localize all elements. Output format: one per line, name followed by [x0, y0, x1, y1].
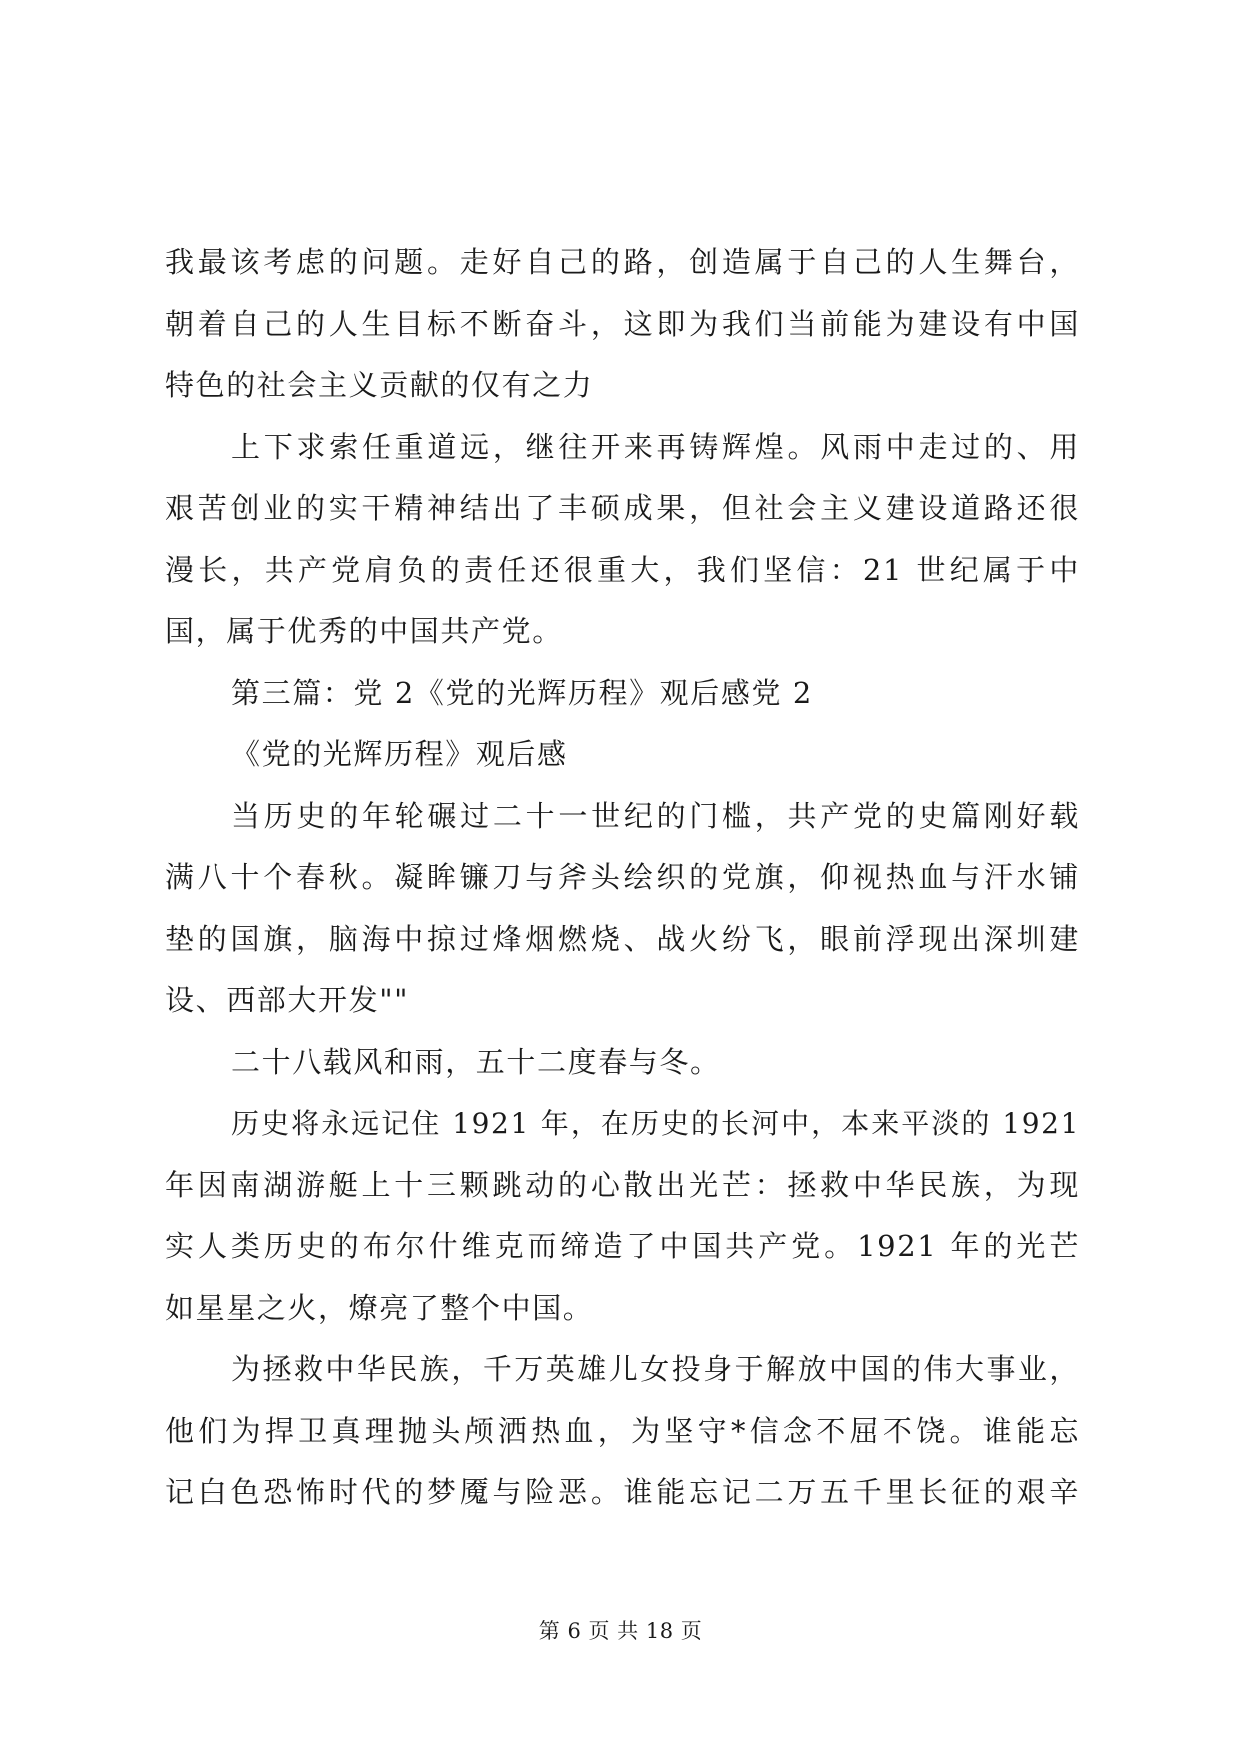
text-line: 他们为捍卫真理抛头颅洒热血，为坚守*信念不屈不饶。谁能忘 [165, 1413, 1080, 1448]
text-line: 如星星之火，燎亮了整个中国。 [165, 1290, 594, 1325]
page-footer: 第 6 页 共 18 页 [538, 1619, 703, 1643]
text-line: 第三篇：党 2《党的光辉历程》观后感党 2 [231, 675, 813, 710]
document-body [165, 232, 1080, 1524]
text-line: 《党的光辉历程》观后感 [231, 737, 568, 771]
text-line: 为拯救中华民族，千万英雄儿女投身于解放中国的伟大事业， [231, 1352, 1080, 1386]
text-line: 历史将永远记住 1921 年，在历史的长河中，本来平淡的 1921 [231, 1107, 1080, 1140]
text-line: 设、西部大开发"" [165, 983, 410, 1017]
text-line: 特色的社会主义贡献的仅有之力 [165, 368, 594, 402]
text-line: 当历史的年轮碾过二十一世纪的门槛，共产党的史篇刚好载 [231, 798, 1080, 833]
text-line: 记白色恐怖时代的梦魇与险恶。谁能忘记二万五千里长征的艰辛 [165, 1475, 1080, 1509]
text-line: 艰苦创业的实干精神结出了丰硕成果，但社会主义建设道路还很 [165, 491, 1080, 525]
text-line: 上下求索任重道远，继往开来再铸辉煌。风雨中走过的、用 [231, 429, 1080, 464]
text-line: 我最该考虑的问题。走好自己的路，创造属于自己的人生舞台， [165, 245, 1080, 279]
text-line: 漫长，共产党肩负的责任还很重大，我们坚信：21 世纪属于中 [165, 552, 1080, 587]
text-line: 国，属于优秀的中国共产党。 [165, 614, 563, 648]
text-line: 二十八载风和雨，五十二度春与冬。 [231, 1044, 721, 1079]
text-line: 满八十个春秋。凝眸镰刀与斧头绘织的党旗，仰视热血与汗水铺 [165, 860, 1080, 894]
text-line: 朝着自己的人生目标不断奋斗，这即为我们当前能为建设有中国 [165, 306, 1080, 341]
text-line: 垫的国旗，脑海中掠过烽烟燃烧、战火纷飞，眼前浮现出深圳建 [165, 921, 1080, 956]
text-line: 实人类历史的布尔什维克而缔造了中国共产党。1921 年的光芒 [165, 1229, 1080, 1263]
text-line: 年因南湖游艇上十三颗跳动的心散出光芒：拯救中华民族，为现 [165, 1167, 1080, 1202]
